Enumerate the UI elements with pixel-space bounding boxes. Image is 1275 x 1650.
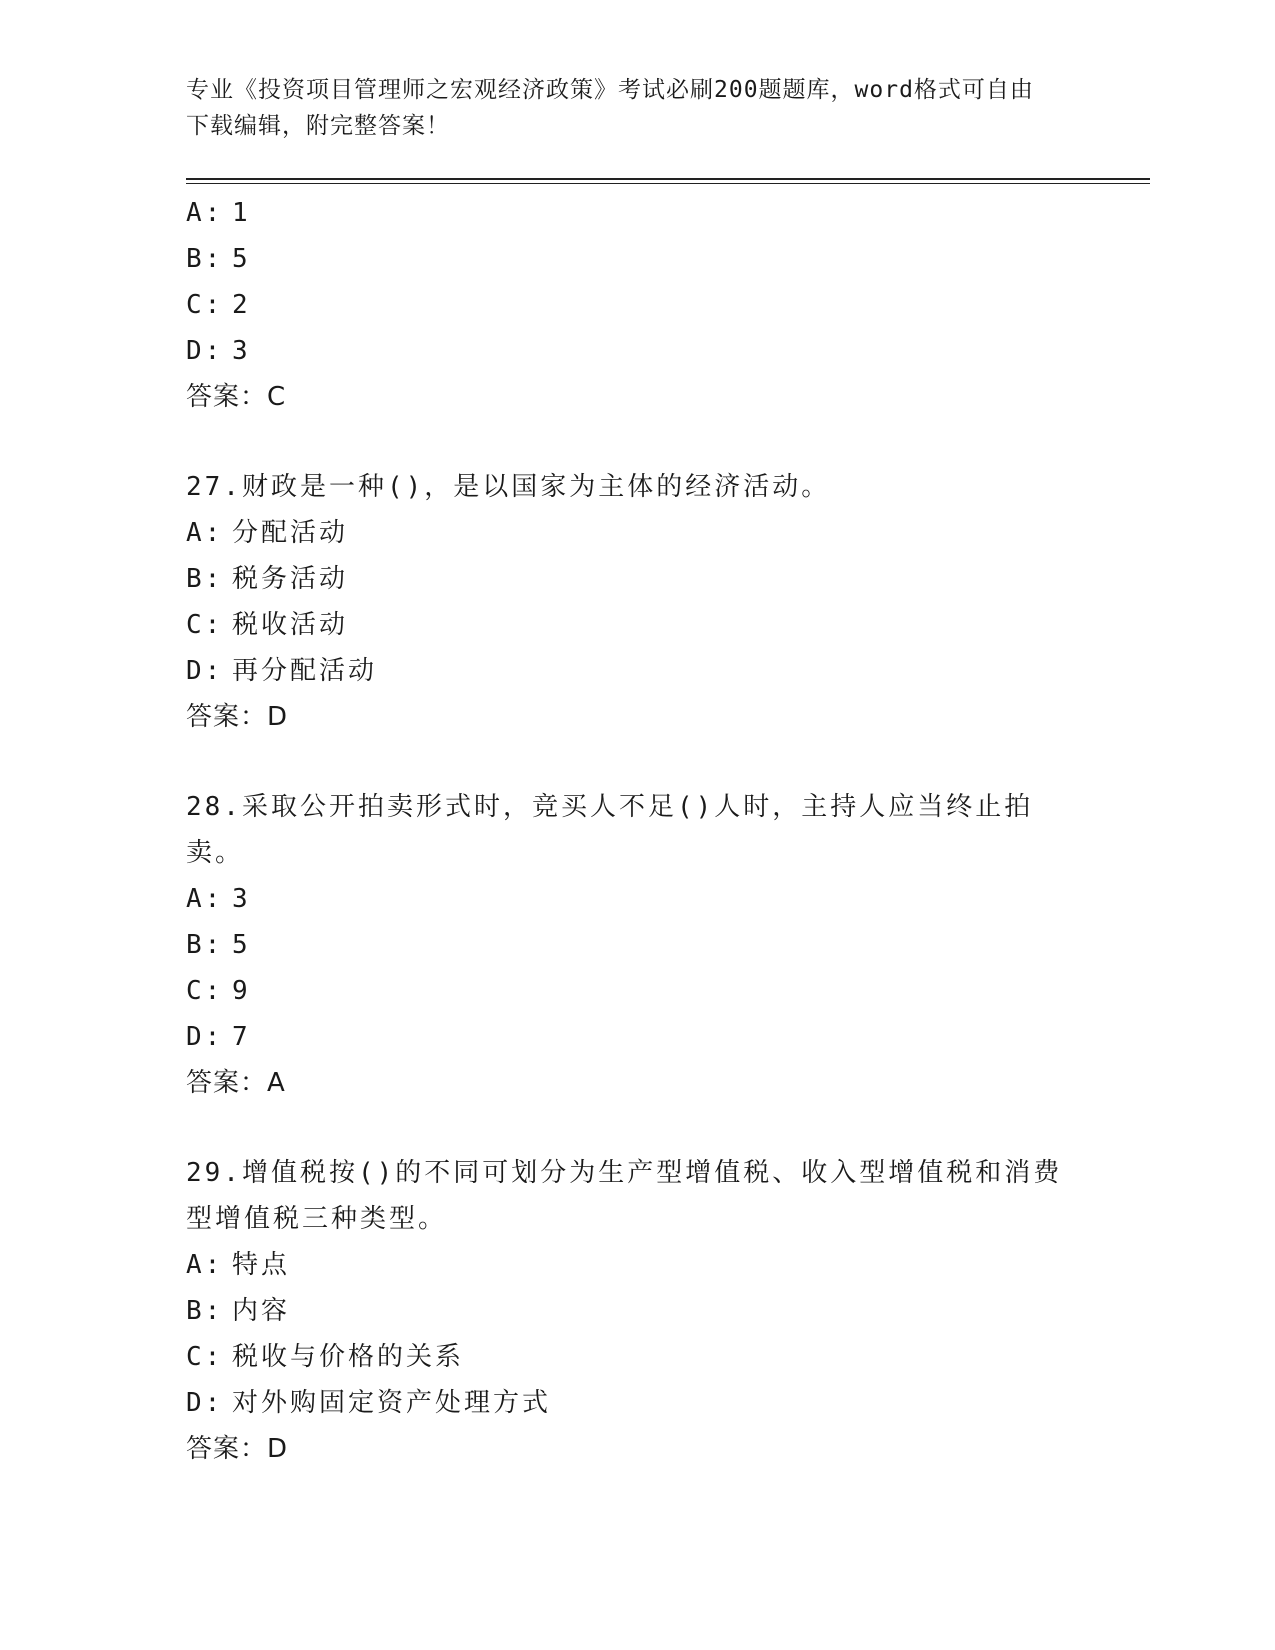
option-c — [186, 602, 1106, 648]
option-value: 1 — [232, 198, 251, 228]
option-letter: C: — [186, 610, 224, 640]
option-letter: A: — [186, 518, 224, 548]
option-value: 5 — [232, 930, 251, 960]
question-block — [186, 1150, 1106, 1472]
option-c — [186, 1334, 1106, 1380]
option-value: 7 — [232, 1022, 251, 1052]
option-b — [186, 922, 1106, 968]
option-value: 3 — [232, 884, 251, 914]
option-value: 5 — [232, 244, 251, 274]
question-block — [186, 464, 1106, 740]
option-a — [186, 510, 1106, 556]
option-value: 再分配活动 — [232, 656, 378, 686]
option-value: 对外购固定资产处理方式 — [232, 1388, 552, 1418]
option-letter: B: — [186, 1296, 224, 1326]
question-block — [186, 190, 1106, 420]
option-letter: A: — [186, 198, 224, 228]
option-c — [186, 968, 1106, 1014]
answer-line: 答案：C — [186, 382, 287, 412]
option-value: 内容 — [232, 1296, 291, 1326]
option-c — [186, 282, 1106, 328]
header-line-2: 下载编辑，附完整答案！ — [186, 113, 450, 139]
option-value: 2 — [232, 290, 251, 320]
option-letter: C: — [186, 1342, 224, 1372]
option-letter: D: — [186, 1388, 224, 1418]
question-list — [186, 190, 1106, 1472]
option-letter: A: — [186, 1250, 224, 1280]
option-letter: C: — [186, 976, 224, 1006]
header-line-1: 专业《投资项目管理师之宏观经济政策》考试必刷200题题库，word格式可自由 — [186, 77, 1034, 103]
question-text: 28.采取公开拍卖形式时，竞买人不足()人时，主持人应当终止拍卖。 — [186, 792, 1034, 868]
option-b — [186, 236, 1106, 282]
header-divider-bottom — [186, 183, 1150, 184]
option-value: 3 — [232, 336, 251, 366]
option-d — [186, 328, 1106, 374]
question-block — [186, 784, 1106, 1106]
option-b — [186, 556, 1106, 602]
answer-line: 答案：D — [186, 702, 289, 732]
document-header — [186, 72, 1086, 144]
option-letter: D: — [186, 1022, 224, 1052]
option-letter: B: — [186, 244, 224, 274]
answer-line: 答案：D — [186, 1434, 289, 1464]
option-d — [186, 648, 1106, 694]
option-letter: B: — [186, 564, 224, 594]
option-value: 分配活动 — [232, 518, 349, 548]
option-value: 税务活动 — [232, 564, 349, 594]
option-a — [186, 1242, 1106, 1288]
question-text: 29.增值税按()的不同可划分为生产型增值税、收入型增值税和消费型增值税三种类型。 — [186, 1158, 1063, 1234]
option-letter: D: — [186, 656, 224, 686]
header-divider-top — [186, 178, 1150, 180]
option-b — [186, 1288, 1106, 1334]
option-value: 税收与价格的关系 — [232, 1342, 465, 1372]
option-d — [186, 1014, 1106, 1060]
question-text: 27.财政是一种()，是以国家为主体的经济活动。 — [186, 472, 831, 502]
option-value: 特点 — [232, 1250, 291, 1280]
option-letter: C: — [186, 290, 224, 320]
option-value: 9 — [232, 976, 251, 1006]
option-value: 税收活动 — [232, 610, 349, 640]
option-a — [186, 190, 1106, 236]
option-letter: B: — [186, 930, 224, 960]
answer-line: 答案：A — [186, 1068, 286, 1098]
option-letter: A: — [186, 884, 224, 914]
option-d — [186, 1380, 1106, 1426]
option-a — [186, 876, 1106, 922]
option-letter: D: — [186, 336, 224, 366]
